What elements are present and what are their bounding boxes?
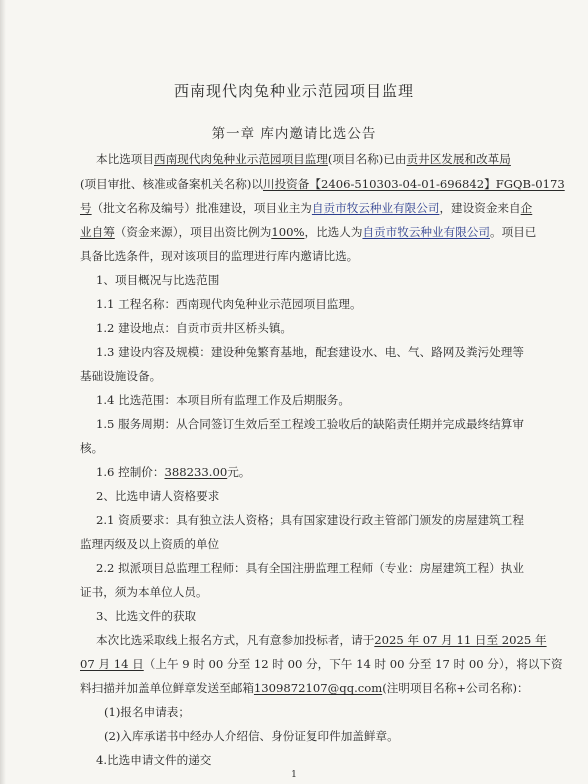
- funding-source: 业自筹: [80, 225, 115, 239]
- page-number: 1: [291, 770, 297, 780]
- item-1-5: 1.5 服务周期：从合同签订生效后至工程竣工验收后的缺陷责任期并完成最终结算审: [96, 417, 524, 431]
- item-1-6: [96, 465, 250, 480]
- intro-text: (项目名称)已由: [327, 152, 407, 166]
- section-3-text: (注明项目名称+公司名称)：: [382, 681, 529, 695]
- chapter-title: 第一章 库内邀请比选公告: [211, 126, 377, 142]
- intro-line-4: [80, 225, 536, 240]
- control-price-value: 388233.00: [164, 465, 228, 479]
- contact-email: 1309872107@qq.com: [253, 681, 383, 695]
- section-3-text: 料扫描并加盖单位鲜章发送至邮箱: [80, 681, 254, 695]
- tenderer: 自贡市牧云种业有限公司: [362, 225, 490, 239]
- control-price-unit: 元。: [227, 465, 251, 479]
- section-3-line-2: [80, 657, 563, 672]
- item-2-1-cont: 监理丙级及以上资质的单位: [80, 537, 220, 551]
- section-3-item-1: (1)报名申请表；: [104, 705, 190, 719]
- intro-text: （批文名称及编号）批准建设，项目业主为: [91, 201, 312, 215]
- item-1-3: 1.3 建设内容及规模：建设种兔繁育基地，配套建设水、电、气、路网及粪污处理等: [96, 345, 524, 359]
- intro-line-2: [80, 177, 565, 192]
- item-2-1: 2.1 资质要求：具有独立法人资格；具有国家建设行政主管部门颁发的房屋建筑工程: [96, 513, 524, 527]
- approval-authority: 贡井区发展和改革局: [406, 152, 511, 166]
- item-1-2: 1.2 建设地点：自贡市贡井区桥头镇。: [96, 321, 293, 335]
- document-title: 西南现代肉兔种业示范园项目监理: [173, 82, 414, 100]
- item-1-4: 1.4 比选范围：本项目所有监理工作及后期服务。: [96, 393, 350, 407]
- section-2-heading: 2、比选申请人资格要求: [96, 489, 220, 503]
- intro-text: ，建设资金来自: [439, 201, 521, 215]
- intro-text: （资金来源），项目出资比例为: [114, 225, 272, 239]
- section-1-heading: 1、项目概况与比选范围: [96, 273, 220, 287]
- approval-number: 川投资备【2406-510303-04-01-696842】FGQB-0173: [262, 177, 565, 191]
- section-3-item-2: (2)入库承诺书中经办人介绍信、身份证复印件加盖鲜章。: [104, 729, 399, 743]
- section-3-text: 本次比选采取线上报名方式，凡有意参加投标者，请于: [96, 633, 375, 647]
- registration-start-date: 2025 年 07 月 11 日至 2025 年: [374, 633, 547, 647]
- item-1-1: 1.1 工程名称：西南现代肉兔种业示范园项目监理。: [96, 297, 362, 311]
- intro-text: ，比选人为: [304, 225, 363, 239]
- funding-ratio: 100%: [271, 225, 305, 239]
- item-1-5-cont: 核。: [80, 441, 104, 455]
- section-4-heading: 4.比选申请文件的递交: [96, 753, 212, 767]
- intro-line-1: [96, 152, 511, 167]
- page-edge-shadow: [0, 0, 6, 784]
- section-3-line-3: [80, 681, 529, 696]
- funding-source-start: 企: [520, 201, 533, 215]
- section-3-line-1: [96, 633, 547, 648]
- intro-text: 本比选项目: [96, 152, 154, 166]
- intro-line-3: [80, 201, 532, 216]
- project-name: 西南现代肉兔种业示范园项目监理: [153, 152, 328, 166]
- intro-text: (项目审批、核准或备案机关名称)以: [80, 177, 263, 191]
- section-3-heading: 3、比选文件的获取: [96, 609, 197, 623]
- project-owner: 自贡市牧云种业有限公司: [311, 201, 440, 215]
- item-2-2: 2.2 拟派项目总监理工程师：具有全国注册监理工程师（专业：房屋建筑工程）执业: [96, 561, 524, 575]
- registration-end-date: 07 月 14 日: [80, 657, 144, 671]
- section-3-text: （上午 9 时 00 分至 12 时 00 分，下午 14 时 00 分至 17 时 00 分），将以下资: [143, 657, 563, 671]
- control-price-label: 1.6 控制价：: [96, 465, 165, 479]
- item-1-3-cont: 基础设施设备。: [80, 369, 162, 383]
- intro-text: 。项目已: [490, 225, 537, 239]
- approval-number-suffix: 号: [80, 201, 92, 215]
- intro-line-5: 具备比选条件，现对该项目的监理进行库内邀请比选。: [80, 249, 359, 263]
- item-2-2-cont: 证书，须为本单位人员。: [80, 585, 208, 599]
